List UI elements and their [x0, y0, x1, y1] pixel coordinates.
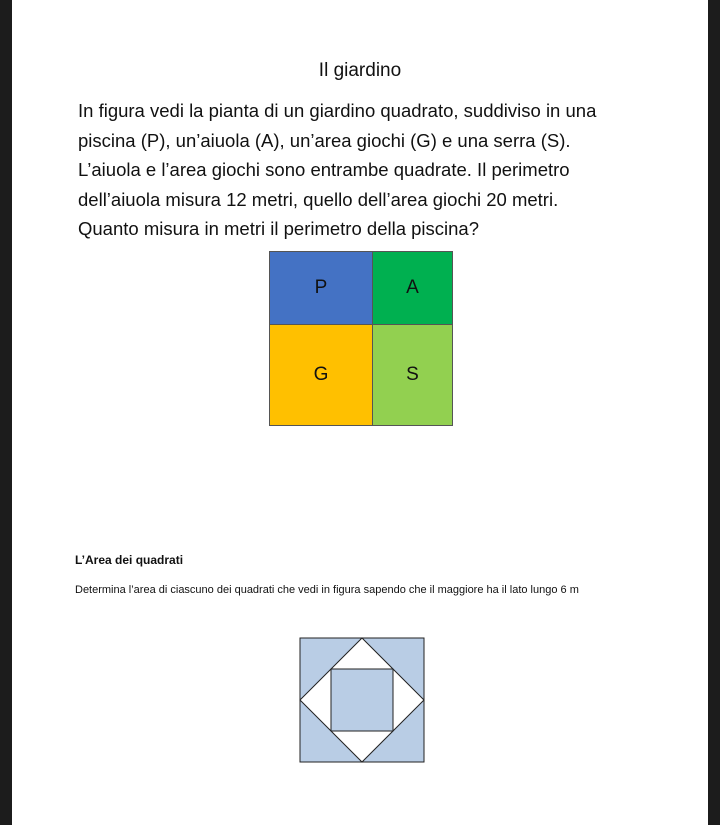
- greenhouse-region: [372, 324, 453, 426]
- problem-text-line: piscina (P), un’aiuola (A), un’area giochi (G) e una serra (S).: [78, 129, 571, 151]
- garden-diagram: [269, 251, 453, 426]
- pool-region: [269, 251, 373, 325]
- section-title: L’Area dei quadrati: [75, 553, 184, 567]
- flowerbed-region: [372, 251, 453, 325]
- problem-text-line: L’aiuola e l’area giochi sono entrambe quadrate. Il perimetro: [78, 159, 570, 180]
- section-text: Determina l’area di ciascuno dei quadrati che vedi in figura sapendo che il maggiore ha il lato lungo 6 m: [75, 584, 579, 596]
- playground-region: [269, 324, 373, 426]
- problem-text: [78, 96, 678, 244]
- greenhouse-label: S: [406, 364, 419, 385]
- problem-title: Il giardino: [318, 60, 402, 81]
- problem-text-line: In figura vedi la pianta di un giardino quadrato, suddiviso in una: [78, 100, 597, 121]
- pool-label: P: [314, 277, 328, 298]
- nested-squares-diagram: [299, 637, 439, 763]
- problem-text-line: dell’aiuola misura 12 metri, quello dell’area giochi 20 metri.: [78, 188, 559, 210]
- flowerbed-label: A: [406, 277, 419, 298]
- document-page: [12, 0, 708, 825]
- inner-square: [331, 669, 393, 731]
- problem-text-line: Quanto misura in metri il perimetro della piscina?: [78, 218, 480, 239]
- playground-label: G: [313, 364, 329, 385]
